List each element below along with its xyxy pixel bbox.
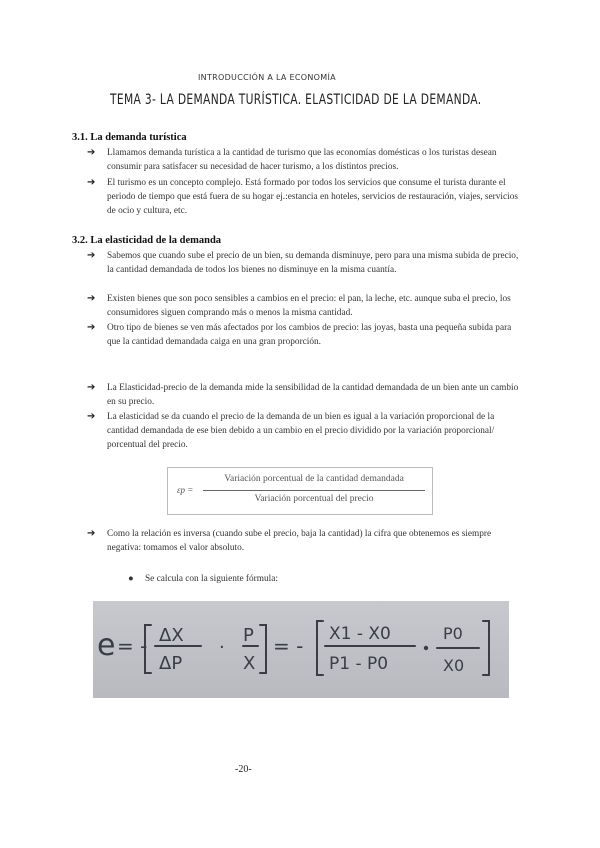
- list-item-text: Llamamos demanda turística a la cantidad de turismo que las economías domésticas o los turistas desean consumir para satisfacer su necesidad de hacer turismo, a los distintos precios.: [107, 148, 497, 173]
- formula-numerator: Variación porcentual de la cantidad demandada: [224, 474, 404, 484]
- list-item-text: La elasticidad se da cuando el precio de la demanda de un bien es igual a la variación proporcional de la cantidad demandada de ese bien debido a un cambio en el precio dividido por la variación proporcional/ porcentual del precio.: [107, 412, 495, 451]
- page-number: -20-: [235, 764, 252, 775]
- list-item-text: El turismo es un concepto complejo. Está formado por todos los servicios que consume el turista durante el periodo de tiempo que está fuera de su hogar ej.:estancia en hoteles, servicios de restauración, viajes, servicios de ocio y cultura, etc.: [107, 178, 518, 217]
- elasticity-symbol: εp =: [177, 485, 194, 495]
- hw-p0: P0: [443, 624, 463, 643]
- list-item: [87, 527, 527, 555]
- arrow-bullet-icon: ➔: [87, 322, 96, 333]
- arrow-bullet-icon: ➔: [87, 382, 96, 393]
- list-item-text: La Elasticidad-precio de la demanda mide la sensibilidad de la cantidad demandada de un bien ante un cambio en su precio.: [107, 383, 519, 408]
- hw-x1-minus-x0: X1 - X0: [329, 624, 391, 644]
- list-item: [87, 176, 527, 219]
- arrow-bullet-icon: ➔: [87, 528, 96, 539]
- list-item-text: Otro tipo de bienes se ven más afectados por los cambios de precio: las joyas, basta una pequeña subida para que la cantidad demandada caiga en una gran proporción.: [107, 323, 512, 348]
- list-item: [87, 381, 527, 409]
- list-item: [87, 410, 527, 453]
- hw-x0: X0: [443, 656, 465, 675]
- section-heading-3-1: 3.1. La demanda turística: [72, 132, 187, 143]
- list-item: [87, 292, 527, 320]
- list-item-text: Existen bienes que son poco sensibles a cambios en el precio: el pan, la leche, etc. aunque suba el precio, los consumidores siguen comprando más o menos la misma cantidad.: [107, 294, 511, 319]
- formula-denominator: Variación porcentual del precio: [254, 494, 374, 504]
- arrow-bullet-icon: ➔: [87, 293, 96, 304]
- section-heading-3-2: 3.2. La elasticidad de la demanda: [72, 235, 222, 246]
- hw-delta-x: ΔX: [159, 625, 184, 646]
- handwritten-formula-image: [93, 601, 509, 698]
- hw-x: X: [243, 653, 256, 674]
- fraction-line: [203, 490, 425, 491]
- hw-equals-minus-2: = -: [273, 634, 304, 658]
- hw-delta-p: ΔP: [159, 653, 183, 674]
- hw-p: P: [243, 625, 254, 646]
- hw-equals-minus-1: = -: [117, 634, 148, 658]
- handwritten-formula-drawing: [93, 601, 509, 698]
- dot-list-item-text: Se calcula con la siguiente fórmula:: [145, 574, 278, 584]
- list-item: [87, 249, 527, 277]
- list-item-text: Como la relación es inversa (cuando sube el precio, baja la cantidad) la cifra que obtenemos es siempre negativa: tomamos el valor absoluto.: [107, 529, 492, 554]
- arrow-bullet-icon: ➔: [87, 411, 96, 422]
- dot-bullet-icon: ●: [128, 574, 134, 584]
- list-item: [87, 321, 527, 349]
- arrow-bullet-icon: ➔: [87, 250, 96, 261]
- list-item: [87, 146, 527, 174]
- page-title: TEMA 3- LA DEMANDA TURÍSTICA. ELASTICIDAD DE LA DEMANDA.: [110, 92, 482, 108]
- hw-e: e: [97, 628, 116, 663]
- hw-p1-minus-p0: P1 - P0: [329, 654, 389, 674]
- arrow-bullet-icon: ➔: [87, 147, 96, 158]
- elasticity-formula-box: [167, 467, 433, 515]
- list-item-text: Sabemos que cuando sube el precio de un bien, su demanda disminuye, pero para una misma subida de precio, la cantidad demandada de todos los bienes no disminuye en la misma cuantía.: [107, 251, 519, 276]
- dot-list-item: [128, 574, 278, 584]
- hw-dot-operator: ·: [219, 637, 225, 658]
- arrow-bullet-icon: ➔: [87, 177, 96, 188]
- course-name: INTRODUCCIÓN A LA ECONOMÍA: [198, 73, 336, 82]
